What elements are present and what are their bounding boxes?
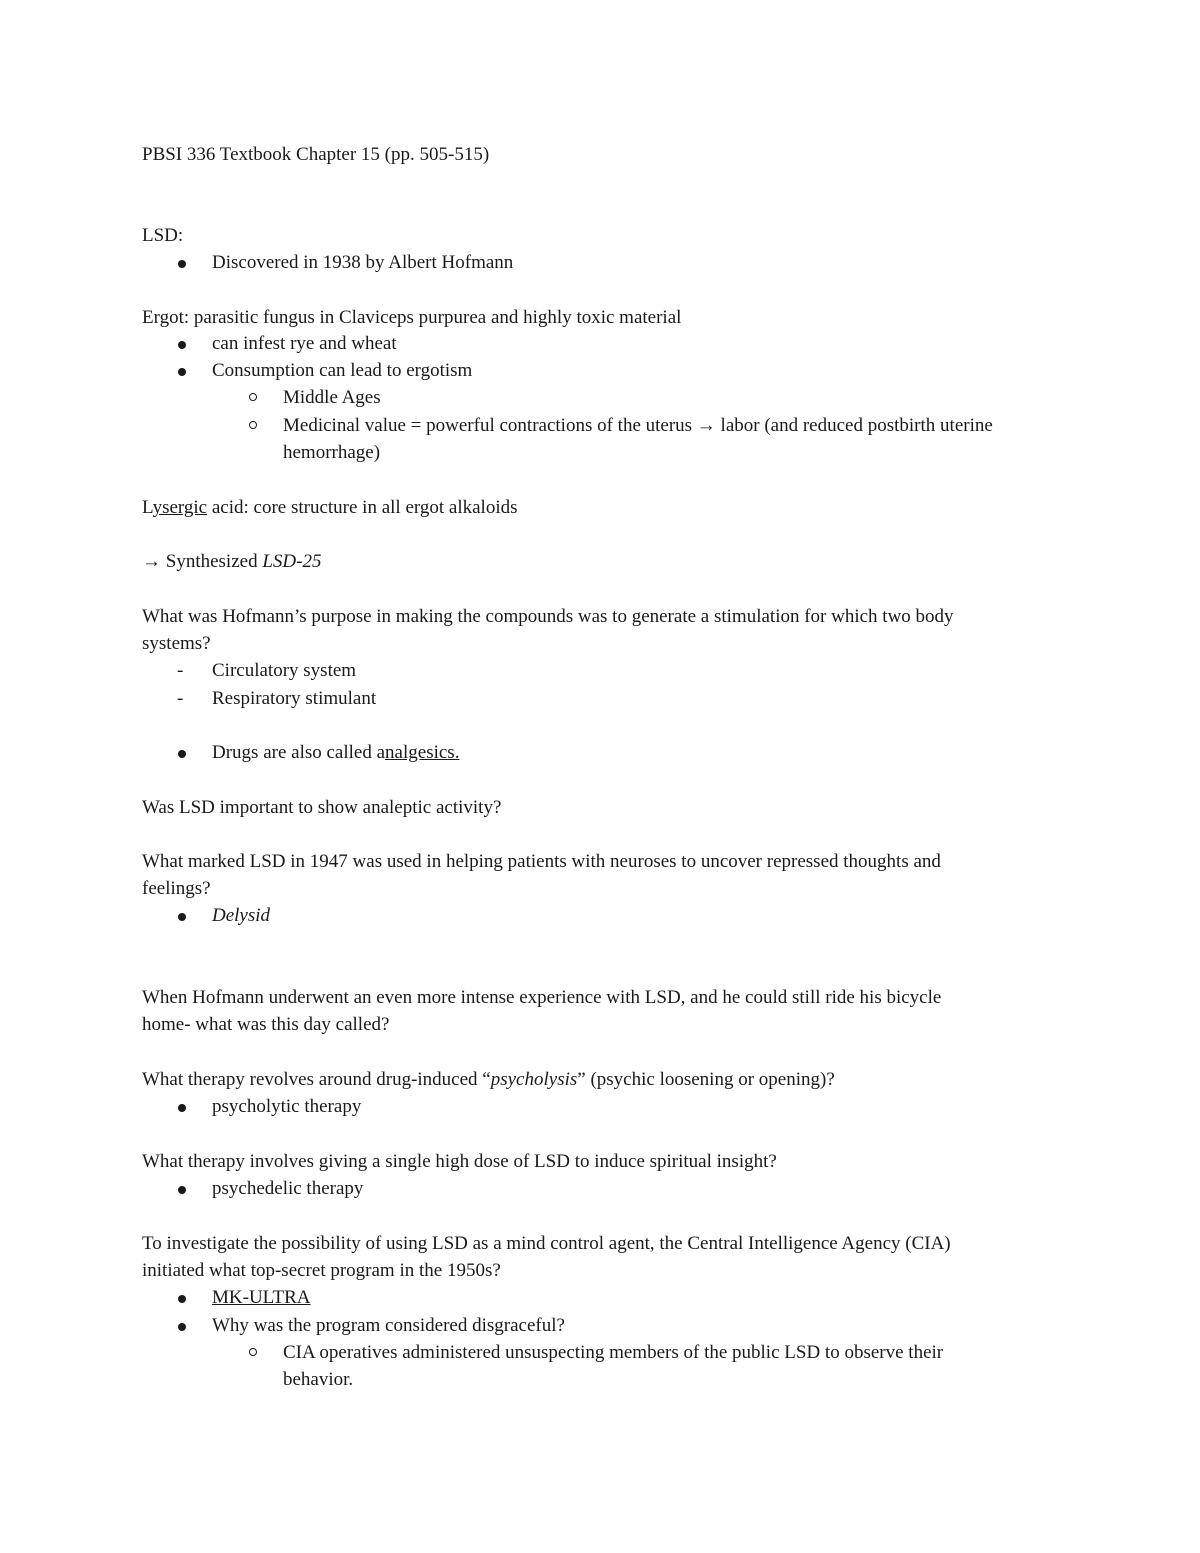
bullet-icon (178, 368, 186, 376)
drugs-analgesics-item (212, 742, 459, 764)
ergot-definition: Ergot: parasitic fungus in Claviceps purpurea and highly toxic material (142, 307, 682, 328)
purpose-question-line2: systems? (142, 633, 211, 654)
lysergic-first-letter: L (142, 497, 153, 518)
bullet-icon (178, 341, 186, 349)
bicycle-question-line2: home- what was this day called? (142, 1014, 390, 1035)
purpose-question-line1: What was Hofmann’s purpose in making the compounds was to generate a stimulation for which two body (142, 606, 954, 627)
spiritual-question: What therapy involves giving a single high dose of LSD to induce spiritual insight? (142, 1151, 777, 1172)
bicycle-question-line1: When Hofmann underwent an even more intense experience with LSD, and he could still ride his bicycle (142, 987, 942, 1008)
hollow-bullet-icon (249, 1348, 257, 1356)
lsd-discovered-item: Discovered in 1938 by Albert Hofmann (212, 252, 514, 273)
delysid-answer: Delysid (212, 905, 271, 926)
page-title: PBSI 336 Textbook Chapter 15 (pp. 505-515) (142, 144, 490, 165)
psycholysis-question (142, 1069, 835, 1091)
bullet-icon (178, 260, 186, 268)
bullet-icon (178, 913, 186, 921)
lsd-heading: LSD: (142, 225, 184, 246)
analgesics-term: nalgesics. (385, 742, 460, 763)
psycholysis-term: psycholysis (490, 1069, 578, 1090)
purpose-answer-circulatory: Circulatory system (212, 660, 357, 681)
bullet-icon (178, 1186, 186, 1194)
synthesized-line (142, 551, 321, 573)
ergot-subitem-medicinal-line1: Medicinal value = powerful contractions of the uterus → labor (and reduced postbirth uterine (283, 415, 993, 436)
cia-question-line2: initiated what top-secret program in the 1950s? (142, 1260, 501, 1281)
bullet-icon (178, 1295, 186, 1303)
bullet-icon (178, 1104, 186, 1112)
bullet-icon (178, 750, 186, 758)
ergot-subitem-middle-ages: Middle Ages (283, 387, 381, 408)
psycholysis-prefix: What therapy revolves around drug-induced “ (142, 1069, 491, 1090)
lysergic-underlined: ysergic (152, 497, 208, 518)
dash-marker: - (177, 688, 184, 709)
psycholytic-answer: psycholytic therapy (212, 1096, 362, 1117)
purpose-answer-respiratory: Respiratory stimulant (212, 688, 377, 709)
ergot-item-rye: can infest rye and wheat (212, 333, 397, 354)
hollow-bullet-icon (249, 421, 257, 429)
marked-question-line1: What marked LSD in 1947 was used in helping patients with neuroses to uncover repressed thoughts and (142, 851, 941, 872)
ergot-item-consumption: Consumption can lead to ergotism (212, 360, 473, 381)
bullet-icon (178, 1323, 186, 1331)
cia-question-line1: To investigate the possibility of using LSD as a mind control agent, the Central Intelligence Agency (CIA) (142, 1233, 951, 1254)
mkultra-answer: MK-ULTRA (212, 1287, 311, 1308)
disgraceful-answer-line1: CIA operatives administered unsuspecting members of the public LSD to observe their (283, 1342, 944, 1363)
analeptic-question: Was LSD important to show analeptic activity? (142, 797, 502, 818)
lysergic-acid-line (142, 497, 518, 519)
drugs-prefix: Drugs are also called a (212, 742, 386, 763)
marked-question-line2: feelings? (142, 878, 211, 899)
psychedelic-answer: psychedelic therapy (212, 1178, 364, 1199)
dash-marker: - (177, 660, 184, 681)
disgraceful-question: Why was the program considered disgraceful? (212, 1315, 565, 1336)
psycholysis-suffix: ” (psychic loosening or opening)? (577, 1069, 835, 1090)
ergot-subitem-medicinal-line2: hemorrhage) (283, 442, 381, 463)
synthesized-prefix: → Synthesized (142, 551, 263, 572)
hollow-bullet-icon (249, 393, 257, 401)
lysergic-rest: acid: core structure in all ergot alkaloids (207, 497, 518, 518)
disgraceful-answer-line2: behavior. (283, 1369, 354, 1390)
lsd25-term: LSD-25 (262, 551, 322, 572)
